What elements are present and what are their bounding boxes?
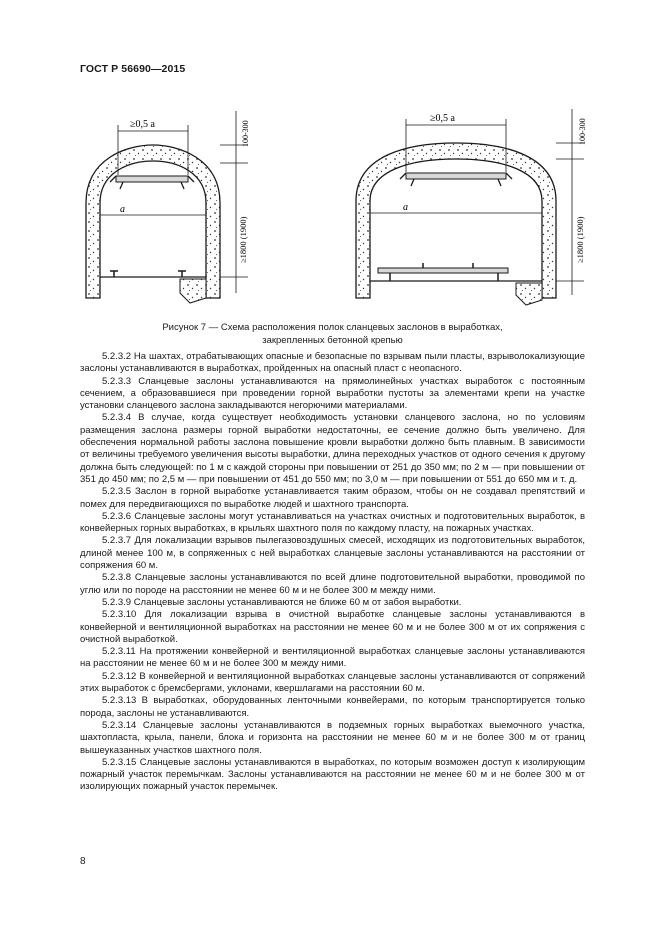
right-drain-block (516, 283, 542, 305)
paragraph-5-2-3-9: 5.2.3.9 Сланцевые заслоны устанавливаются не ближе 60 м от забоя выработки. (102, 596, 462, 608)
right-tunnel-diagram (356, 109, 587, 305)
caption-line-2: закрепленных бетонной крепью (262, 335, 403, 346)
caption-line-1: Рисунок 7 — Схема расположения полок сланцевых заслонов в выработках, (162, 322, 503, 333)
paragraph-5-2-3-11: 5.2.3.11 На протяжении конвейерной и вентиляционной выработках сланцевые заслоны устанавливаются на расстоянии не менее 60 м и не более 300 м между ними. (80, 646, 585, 670)
paragraph-5-2-3-7: 5.2.3.7 Для локализации взрывов пылегазовоздушных смесей, исходящих из подготовительных выработок, длиной менее 100 м, в сопряженных с ней выработках сланцевые заслоны устанавливаются на расстоянии от сопряжения 60 м. (80, 535, 585, 572)
paragraph-5-2-3-14: 5.2.3.14 Сланцевые заслоны устанавливаются в подземных горных выработках выемочного участка, шахтопласта, крыла, панели, блока и горизонта на расстоянии не менее 60 м и не более 300 м от границ вышеуказанных участков шахтного поля. (80, 719, 585, 756)
page-number: 8 (80, 856, 86, 867)
paragraph-5-2-3-15: 5.2.3.15 Сланцевые заслоны устанавливаются в выработках, по которым возможен доступ к изолирующим пожарный участок перемычкам. Заслоны устанавливаются на расстоянии не менее 60 м и не более 300 м от изолирующих пожарный участок перемычек. (80, 756, 585, 793)
paragraph-5-2-3-12: 5.2.3.12 В конвейерной и вентиляционной выработках сланцевые заслоны устанавливаются от сопряжений этих выработок с бремсбергами, уклонами, квершлагами на расстоянии 60 м. (80, 670, 585, 695)
right-span-label: a (403, 202, 408, 213)
left-width-label: ≥0,5 a (130, 119, 155, 130)
paragraph-5-2-3-8: 5.2.3.8 Сланцевые заслоны устанавливаются по всей длине подготовительной выработки, проводимой по углю или по породе на расстоянии не менее 60 м и не более 300 м между ними. (80, 572, 585, 596)
left-tunnel-diagram (86, 111, 250, 303)
paragraph-5-2-3-6: 5.2.3.6 Сланцевые заслоны могут устанавливаться на участках очистных и подготовительных выработок, в конвейерных горных выработках, в крыльях шахтного поля по каждому пласту, на пожарных участках. (80, 510, 585, 535)
right-lower-shelf (378, 268, 508, 273)
left-rails (110, 271, 186, 277)
paragraph-5-2-3-4: 5.2.3.4 В случае, когда существует необходимость установки сланцевого заслона, но по условиям размещения заслона размеры горной выработки недостаточны, ее сечение должно быть увеличено. Для обеспечения нормальной работы заслона повышение кровли выработки должно быть плавным. В зависимости от величины требуемого увеличения высоты выработки, длина переходных участков от одного сечения к другому должна быть следующей: по 1 м с каждой стороны при повышении от 251 до 350 мм; по 2 м — при повышении от 351 до 450 мм; по 2,5 м — при повышении от 451 до 550 мм; по 3,0 м — при повышении от 551 до 650 мм и т. д. (80, 412, 585, 485)
right-width-label: ≥0,5 a (430, 113, 455, 124)
paragraph-5-2-3-5: 5.2.3.5 Заслон в горной выработке устанавливается таким образом, чтобы он не создавал препятствий и помех для передвигающихся по выработке людей и шахтного транспорта. (80, 486, 585, 510)
left-top-dim-label: 100-300 (241, 120, 250, 147)
figure-7 (78, 103, 598, 313)
left-concrete-lining (86, 145, 220, 298)
left-drain-block (180, 279, 206, 303)
body-text (80, 351, 585, 794)
document-code: ГОСТ Р 56690—2015 (80, 63, 186, 75)
paragraph-5-2-3-10: 5.2.3.10 Для локализации взрыва в очистной выработке сланцевые заслоны устанавливаются в конвейерной и вентиляционной выработках на расстоянии не менее 60 м и не более 300 м от их сопряжения с очистной выработкой. (80, 609, 585, 645)
tunnel-diagrams (78, 103, 598, 313)
figure-caption (80, 321, 585, 347)
left-height-label: ≥1800 (1900) (238, 216, 248, 263)
right-top-dim-label: 100-300 (578, 118, 587, 145)
left-upper-shelf (116, 176, 188, 182)
left-span-label: a (120, 204, 125, 215)
paragraph-5-2-3-13: 5.2.3.13 В выработках, оборудованных ленточными конвейерами, по которым транспортируется только порода, заслоны не устанавливаются. (80, 695, 585, 719)
right-upper-shelf (406, 173, 506, 179)
paragraph-5-2-3-2: 5.2.3.2 На шахтах, отрабатывающих опасные и безопасные по взрывам пыли пласты, взрыволокализующие заслоны устанавливаются в выработках, пройденных на опасный пласт с неопасного. (80, 351, 585, 375)
paragraph-5-2-3-3: 5.2.3.3 Сланцевые заслоны устанавливаются на прямолинейных участках выработок с постоянным сечением, а образовавшиеся при проведении горной выработки пустоты за элементами крепи на участке установки сланцевого заслона закладываются негорючими материалами. (80, 375, 585, 412)
right-concrete-lining (356, 143, 556, 298)
right-height-label: ≥1800 (1900) (575, 216, 585, 263)
